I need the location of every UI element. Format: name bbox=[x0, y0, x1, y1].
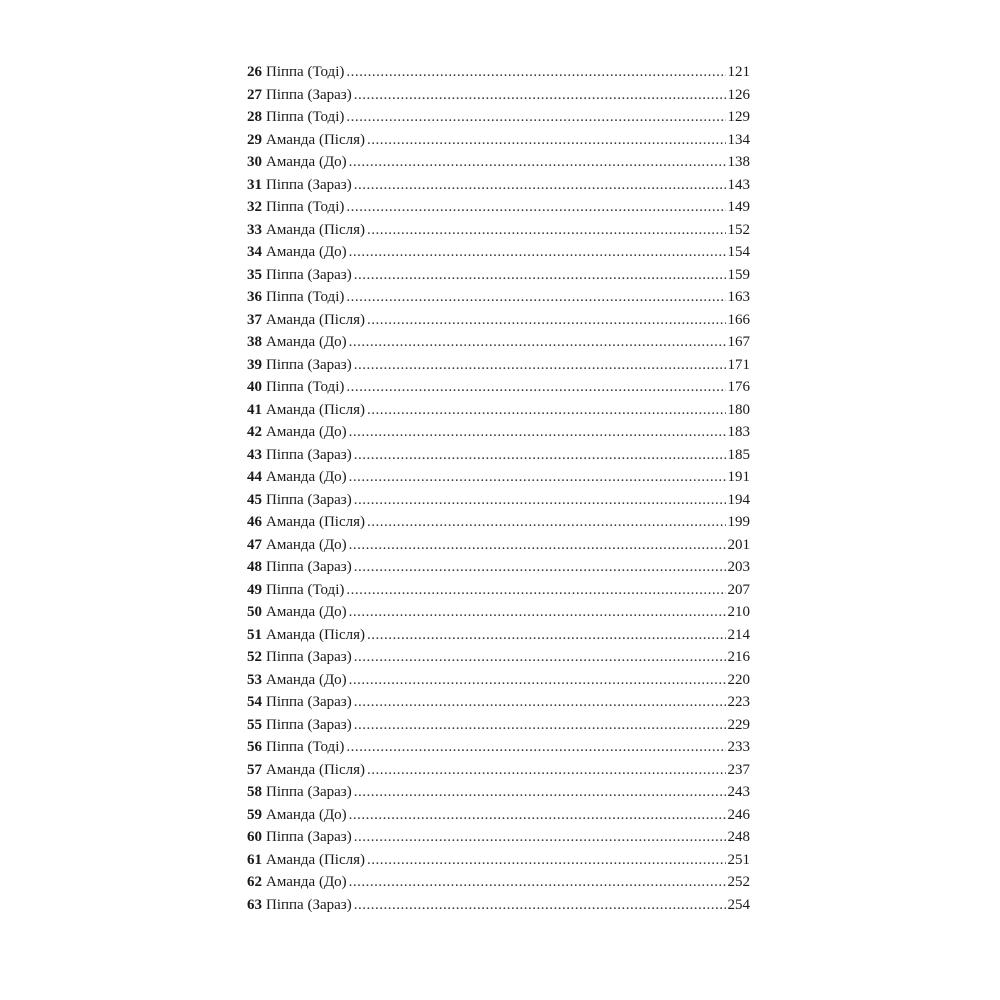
chapter-number: 51 bbox=[247, 626, 262, 643]
chapter-title: Аманда (До) bbox=[266, 334, 347, 350]
dot-leader bbox=[354, 556, 726, 579]
chapter-title: Піппа (Зараз) bbox=[266, 86, 352, 103]
toc-entry[interactable] bbox=[247, 151, 750, 174]
dot-leader bbox=[354, 489, 726, 512]
chapter-number: 60 bbox=[247, 829, 262, 845]
chapter-number: 41 bbox=[247, 401, 262, 418]
chapter-number: 37 bbox=[247, 311, 262, 328]
page-number: 237 bbox=[727, 761, 750, 778]
chapter-title: Аманда (Після) bbox=[266, 131, 365, 148]
chapter-title: Аманда (Після) bbox=[266, 221, 365, 238]
chapter-title: Аманда (До) bbox=[266, 806, 347, 823]
page-number: 214 bbox=[727, 626, 750, 643]
chapter-title: Аманда (До) bbox=[266, 671, 347, 688]
page-number: 223 bbox=[727, 694, 750, 710]
chapter-title: Аманда (До) bbox=[266, 469, 347, 485]
chapter-title: Піппа (Тоді) bbox=[266, 109, 345, 125]
toc-entry[interactable] bbox=[247, 286, 750, 309]
chapter-title: Аманда (До) bbox=[266, 244, 347, 260]
chapter-number: 45 bbox=[247, 491, 262, 508]
toc-entry[interactable] bbox=[247, 466, 750, 489]
dot-leader bbox=[367, 399, 726, 422]
chapter-number: 26 bbox=[247, 64, 262, 80]
dot-leader bbox=[346, 196, 725, 219]
dot-leader bbox=[349, 669, 726, 692]
chapter-title: Аманда (Після) bbox=[266, 626, 365, 643]
dot-leader bbox=[349, 601, 726, 624]
dot-leader bbox=[354, 714, 726, 737]
page-number: 143 bbox=[727, 176, 750, 193]
page-number: 210 bbox=[727, 604, 750, 620]
toc-entry[interactable] bbox=[247, 106, 750, 129]
chapter-title: Піппа (Зараз) bbox=[266, 716, 352, 733]
chapter-number: 53 bbox=[247, 671, 262, 688]
chapter-number: 44 bbox=[247, 469, 262, 485]
dot-leader bbox=[349, 151, 726, 174]
toc-entry[interactable] bbox=[247, 331, 750, 354]
page-number: 207 bbox=[727, 581, 750, 598]
chapter-title: Піппа (Тоді) bbox=[266, 581, 345, 598]
chapter-title: Піппа (Зараз) bbox=[266, 649, 352, 665]
dot-leader bbox=[346, 61, 725, 84]
page-number: 229 bbox=[727, 716, 750, 733]
page-number: 194 bbox=[727, 491, 750, 508]
toc-entry[interactable] bbox=[247, 736, 750, 759]
chapter-number: 58 bbox=[247, 784, 262, 800]
page-number: 254 bbox=[727, 896, 750, 913]
toc-entry[interactable] bbox=[247, 354, 750, 377]
chapter-number: 27 bbox=[247, 86, 262, 103]
chapter-title: Піппа (Зараз) bbox=[266, 829, 352, 845]
chapter-number: 29 bbox=[247, 131, 262, 148]
chapter-title: Піппа (Зараз) bbox=[266, 266, 352, 283]
page-number: 154 bbox=[727, 244, 750, 260]
chapter-number: 43 bbox=[247, 446, 262, 463]
chapter-title: Піппа (Зараз) bbox=[266, 491, 352, 508]
dot-leader bbox=[349, 331, 726, 354]
dot-leader bbox=[346, 106, 725, 129]
dot-leader bbox=[346, 286, 725, 309]
page-number: 220 bbox=[727, 671, 750, 688]
chapter-number: 48 bbox=[247, 559, 262, 575]
toc-entry[interactable] bbox=[247, 399, 750, 422]
chapter-number: 54 bbox=[247, 694, 262, 710]
toc-entry[interactable] bbox=[247, 759, 750, 782]
dot-leader bbox=[354, 646, 726, 669]
toc-entry[interactable] bbox=[247, 804, 750, 827]
toc-entry[interactable] bbox=[247, 174, 750, 197]
toc-entry[interactable] bbox=[247, 826, 750, 849]
page-number: 216 bbox=[727, 649, 750, 665]
chapter-number: 55 bbox=[247, 716, 262, 733]
page-number: 183 bbox=[727, 424, 750, 440]
toc-entry[interactable] bbox=[247, 691, 750, 714]
dot-leader bbox=[346, 736, 725, 759]
page-number: 134 bbox=[727, 131, 750, 148]
dot-leader bbox=[367, 219, 726, 242]
toc-entry[interactable] bbox=[247, 624, 750, 647]
toc-entry[interactable] bbox=[247, 264, 750, 287]
chapter-title: Піппа (Зараз) bbox=[266, 356, 352, 373]
chapter-number: 38 bbox=[247, 334, 262, 350]
table-of-contents bbox=[247, 61, 750, 916]
page-number: 126 bbox=[727, 86, 750, 103]
page-number: 185 bbox=[727, 446, 750, 463]
chapter-number: 40 bbox=[247, 379, 262, 395]
chapter-number: 32 bbox=[247, 199, 262, 215]
dot-leader bbox=[367, 759, 726, 782]
chapter-title: Аманда (Після) bbox=[266, 761, 365, 778]
page-number: 163 bbox=[727, 289, 750, 305]
toc-entry[interactable] bbox=[247, 534, 750, 557]
chapter-title: Піппа (Зараз) bbox=[266, 446, 352, 463]
dot-leader bbox=[349, 466, 726, 489]
page-number: 121 bbox=[727, 64, 750, 80]
dot-leader bbox=[346, 579, 725, 602]
chapter-number: 49 bbox=[247, 581, 262, 598]
toc-entry[interactable] bbox=[247, 646, 750, 669]
chapter-number: 50 bbox=[247, 604, 262, 620]
chapter-title: Піппа (Тоді) bbox=[266, 289, 345, 305]
dot-leader bbox=[354, 826, 726, 849]
page-number: 233 bbox=[727, 739, 750, 755]
toc-entry[interactable] bbox=[247, 489, 750, 512]
dot-leader bbox=[354, 174, 726, 197]
page-number: 152 bbox=[727, 221, 750, 238]
toc-entry[interactable] bbox=[247, 781, 750, 804]
dot-leader bbox=[367, 129, 726, 152]
dot-leader bbox=[349, 804, 726, 827]
chapter-number: 59 bbox=[247, 806, 262, 823]
dot-leader bbox=[367, 309, 726, 332]
toc-entry[interactable] bbox=[247, 309, 750, 332]
chapter-number: 33 bbox=[247, 221, 262, 238]
dot-leader bbox=[349, 871, 726, 894]
chapter-title: Аманда (До) bbox=[266, 604, 347, 620]
dot-leader bbox=[349, 534, 726, 557]
chapter-title: Аманда (До) bbox=[266, 536, 347, 553]
page-number: 149 bbox=[727, 199, 750, 215]
page-number: 180 bbox=[727, 401, 750, 418]
toc-entry[interactable] bbox=[247, 196, 750, 219]
chapter-number: 57 bbox=[247, 761, 262, 778]
chapter-title: Піппа (Зараз) bbox=[266, 559, 352, 575]
dot-leader bbox=[354, 444, 726, 467]
chapter-number: 47 bbox=[247, 536, 262, 553]
chapter-title: Піппа (Зараз) bbox=[266, 784, 352, 800]
toc-entry[interactable] bbox=[247, 241, 750, 264]
toc-entry[interactable] bbox=[247, 376, 750, 399]
toc-entry[interactable] bbox=[247, 219, 750, 242]
page-number: 166 bbox=[727, 311, 750, 328]
chapter-title: Піппа (Зараз) bbox=[266, 694, 352, 710]
dot-leader bbox=[367, 849, 726, 872]
chapter-title: Аманда (Після) bbox=[266, 311, 365, 328]
page-number: 171 bbox=[727, 356, 750, 373]
dot-leader bbox=[349, 421, 726, 444]
dot-leader bbox=[346, 376, 725, 399]
page-number: 159 bbox=[727, 266, 750, 283]
dot-leader bbox=[354, 894, 726, 917]
chapter-number: 63 bbox=[247, 896, 262, 913]
page-number: 243 bbox=[727, 784, 750, 800]
chapter-number: 30 bbox=[247, 154, 262, 170]
chapter-title: Піппа (Тоді) bbox=[266, 64, 345, 80]
toc-entry[interactable] bbox=[247, 129, 750, 152]
toc-entry[interactable] bbox=[247, 714, 750, 737]
page-number: 248 bbox=[727, 829, 750, 845]
page-number: 201 bbox=[727, 536, 750, 553]
chapter-number: 39 bbox=[247, 356, 262, 373]
chapter-title: Аманда (Після) bbox=[266, 851, 365, 868]
chapter-number: 35 bbox=[247, 266, 262, 283]
dot-leader bbox=[349, 241, 726, 264]
chapter-number: 31 bbox=[247, 176, 262, 193]
page-number: 203 bbox=[727, 559, 750, 575]
chapter-number: 52 bbox=[247, 649, 262, 665]
page-number: 199 bbox=[727, 514, 750, 530]
chapter-title: Піппа (Тоді) bbox=[266, 199, 345, 215]
chapter-title: Піппа (Зараз) bbox=[266, 176, 352, 193]
chapter-title: Аманда (До) bbox=[266, 424, 347, 440]
chapter-number: 42 bbox=[247, 424, 262, 440]
toc-entry[interactable] bbox=[247, 61, 750, 84]
chapter-title: Піппа (Зараз) bbox=[266, 896, 352, 913]
toc-entry[interactable] bbox=[247, 556, 750, 579]
dot-leader bbox=[367, 624, 726, 647]
chapter-title: Аманда (Після) bbox=[266, 514, 365, 530]
chapter-number: 28 bbox=[247, 109, 262, 125]
page-number: 129 bbox=[727, 109, 750, 125]
dot-leader bbox=[354, 354, 726, 377]
page-number: 138 bbox=[727, 154, 750, 170]
chapter-title: Аманда (До) bbox=[266, 154, 347, 170]
chapter-number: 46 bbox=[247, 514, 262, 530]
dot-leader bbox=[354, 781, 726, 804]
chapter-title: Аманда (Після) bbox=[266, 401, 365, 418]
toc-entry[interactable] bbox=[247, 84, 750, 107]
toc-entry[interactable] bbox=[247, 511, 750, 534]
chapter-title: Піппа (Тоді) bbox=[266, 739, 345, 755]
page-number: 191 bbox=[727, 469, 750, 485]
chapter-title: Піппа (Тоді) bbox=[266, 379, 345, 395]
toc-entry[interactable] bbox=[247, 894, 750, 917]
page-number: 251 bbox=[727, 851, 750, 868]
chapter-number: 62 bbox=[247, 874, 262, 890]
chapter-number: 34 bbox=[247, 244, 262, 260]
toc-entry[interactable] bbox=[247, 421, 750, 444]
dot-leader bbox=[354, 264, 726, 287]
chapter-number: 61 bbox=[247, 851, 262, 868]
toc-entry[interactable] bbox=[247, 579, 750, 602]
page-number: 176 bbox=[727, 379, 750, 395]
dot-leader bbox=[354, 84, 726, 107]
toc-entry[interactable] bbox=[247, 601, 750, 624]
page-number: 252 bbox=[727, 874, 750, 890]
dot-leader bbox=[367, 511, 726, 534]
dot-leader bbox=[354, 691, 726, 714]
toc-entry[interactable] bbox=[247, 444, 750, 467]
toc-entry[interactable] bbox=[247, 849, 750, 872]
chapter-title: Аманда (До) bbox=[266, 874, 347, 890]
page-number: 246 bbox=[727, 806, 750, 823]
toc-entry[interactable] bbox=[247, 871, 750, 894]
page-number: 167 bbox=[727, 334, 750, 350]
chapter-number: 56 bbox=[247, 739, 262, 755]
chapter-number: 36 bbox=[247, 289, 262, 305]
toc-entry[interactable] bbox=[247, 669, 750, 692]
